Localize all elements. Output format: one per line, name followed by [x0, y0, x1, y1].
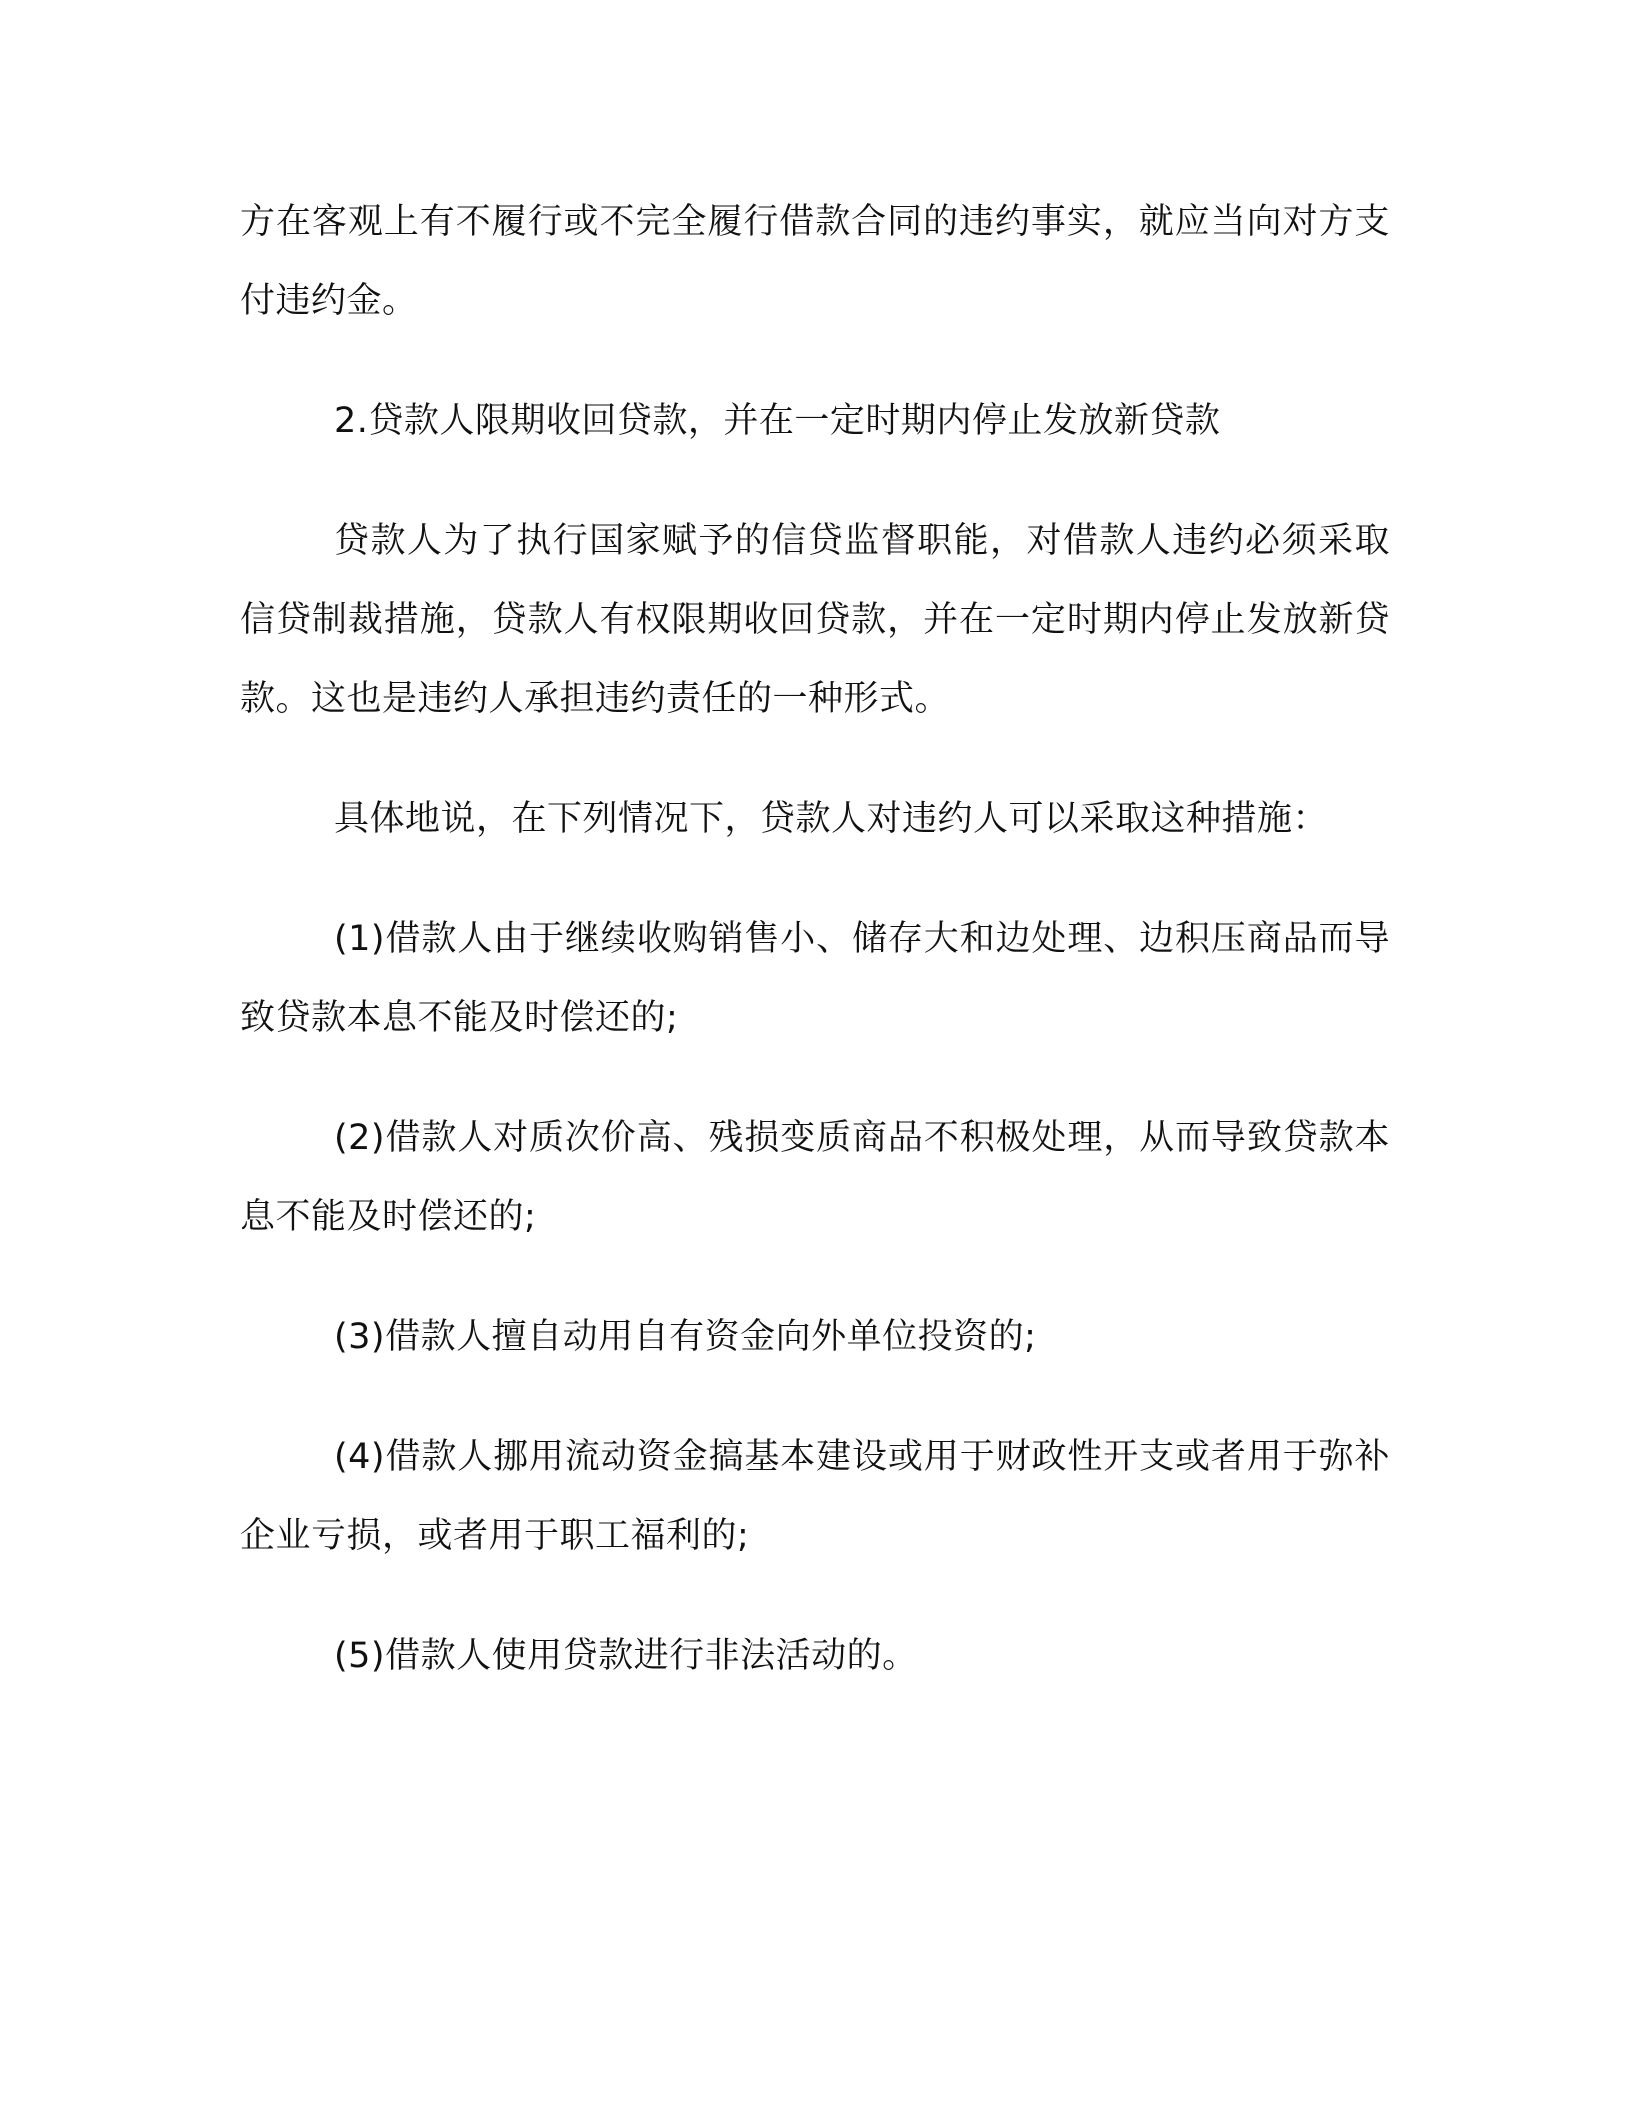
paragraph-intro: 具体地说，在下列情况下，贷款人对违约人可以采取这种措施： — [334, 799, 1329, 839]
paragraph-continuation: 方在客观上有不履行或不完全履行借款合同的违约事实，就应当向对方支付违约金。 — [240, 202, 1390, 321]
section-heading: 2.贷款人限期收回贷款，并在一定时期内停止发放新贷款 — [334, 401, 1221, 441]
list-item-5: (5)借款人使用贷款进行非法活动的。 — [334, 1636, 918, 1676]
list-item-1: (1)借款人由于继续收购销售小、储存大和边处理、边积压商品而导致贷款本息不能及时偿还的; — [240, 919, 1390, 1038]
paragraph-explanation: 贷款人为了执行国家赋予的信贷监督职能，对借款人违约必须采取信贷制裁措施，贷款人有权限期收回贷款，并在一定时期内停止发放新贷款。这也是违约人承担违约责任的一种形式。 — [240, 521, 1390, 719]
list-item-4: (4)借款人挪用流动资金搞基本建设或用于财政性开支或者用于弥补企业亏损，或者用于职工福利的; — [240, 1437, 1390, 1556]
document-body — [240, 183, 1390, 1737]
list-item-3: (3)借款人擅自动用自有资金向外单位投资的; — [334, 1317, 1037, 1357]
list-item-2: (2)借款人对质次价高、残损变质商品不积极处理，从而导致贷款本息不能及时偿还的; — [240, 1118, 1390, 1237]
